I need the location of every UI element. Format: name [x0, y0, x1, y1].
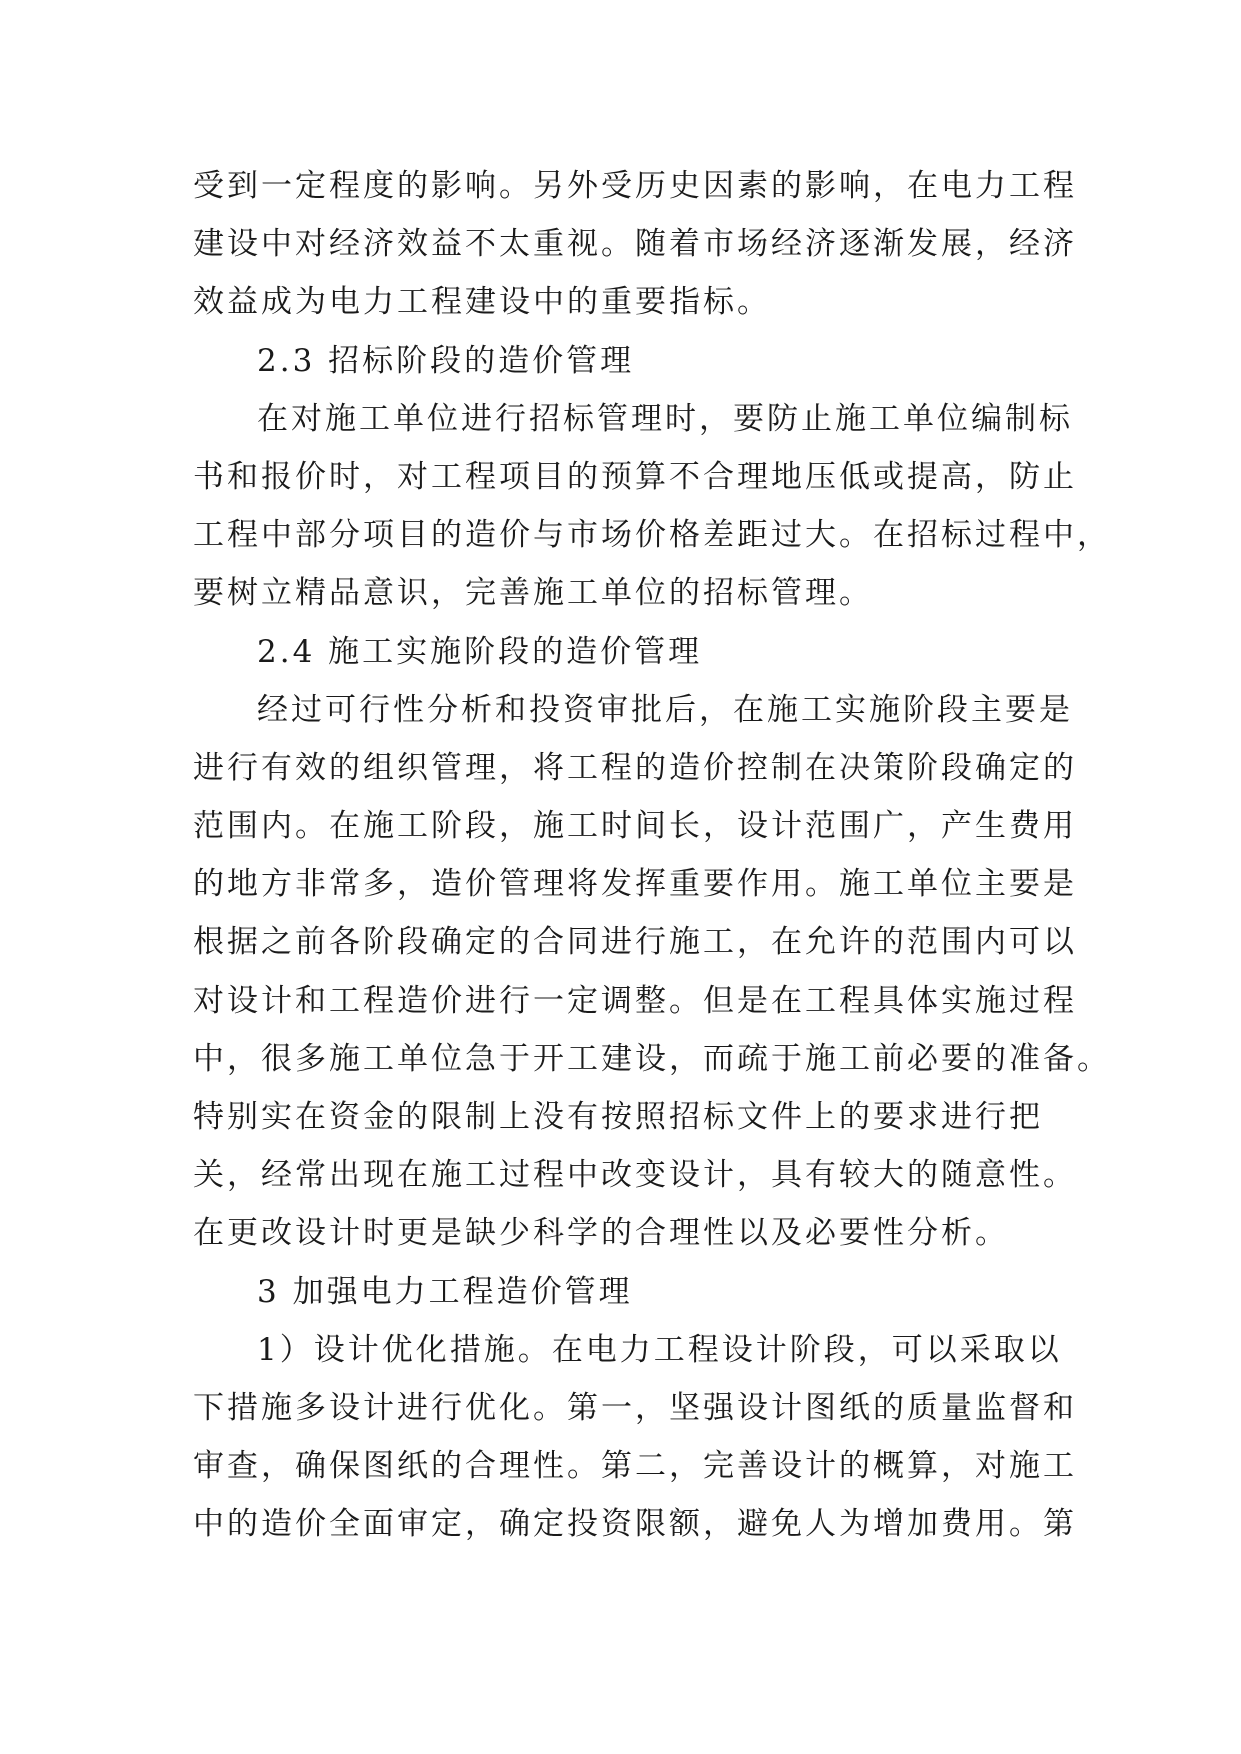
text-line: 的地方非常多，造价管理将发挥重要作用。施工单位主要是 [193, 866, 1077, 903]
text-line: 进行有效的组织管理，将工程的造价控制在决策阶段确定的 [193, 749, 1077, 786]
text-line: 在更改设计时更是缺少科学的合理性以及必要性分析。 [193, 1215, 1009, 1252]
text-line: 效益成为电力工程建设中的重要指标。 [193, 284, 771, 321]
text-line: 审查，确保图纸的合理性。第二，完善设计的概算，对施工 [193, 1448, 1077, 1485]
section-heading-2-4: 2.4 施工实施阶段的造价管理 [257, 633, 703, 670]
text-line: 工程中部分项目的造价与市场价格差距过大。在招标过程中， [193, 517, 1111, 554]
text-line: 对设计和工程造价进行一定调整。但是在工程具体实施过程 [193, 982, 1077, 1019]
section-heading-2-3: 2.3 招标阶段的造价管理 [257, 342, 635, 379]
text-line: 在对施工单位进行招标管理时，要防止施工单位编制标 [257, 400, 1073, 437]
text-line: 关，经常出现在施工过程中改变设计，具有较大的随意性。 [193, 1157, 1077, 1194]
text-line: 中，很多施工单位急于开工建设，而疏于施工前必要的准备。 [193, 1040, 1111, 1077]
text-line: 1）设计优化措施。在电力工程设计阶段，可以采取以 [257, 1331, 1062, 1368]
section-heading-3: 3 加强电力工程造价管理 [257, 1273, 633, 1310]
text-line: 中的造价全面审定，确定投资限额，避免人为增加费用。第 [193, 1506, 1077, 1543]
text-line: 根据之前各阶段确定的合同进行施工，在允许的范围内可以 [193, 924, 1077, 961]
text-line: 要树立精品意识，完善施工单位的招标管理。 [193, 575, 873, 612]
text-line: 下措施多设计进行优化。第一，坚强设计图纸的质量监督和 [193, 1389, 1077, 1426]
text-line: 特别实在资金的限制上没有按照招标文件上的要求进行把 [193, 1099, 1043, 1135]
text-line: 经过可行性分析和投资审批后，在施工实施阶段主要是 [257, 691, 1073, 728]
text-line: 范围内。在施工阶段，施工时间长，设计范围广，产生费用 [193, 808, 1077, 845]
text-line: 受到一定程度的影响。另外受历史因素的影响，在电力工程 [193, 168, 1077, 204]
text-line: 建设中对经济效益不太重视。随着市场经济逐渐发展，经济 [193, 226, 1077, 263]
text-line: 书和报价时，对工程项目的预算不合理地压低或提高，防止 [193, 458, 1077, 495]
document-body [193, 157, 1111, 1554]
